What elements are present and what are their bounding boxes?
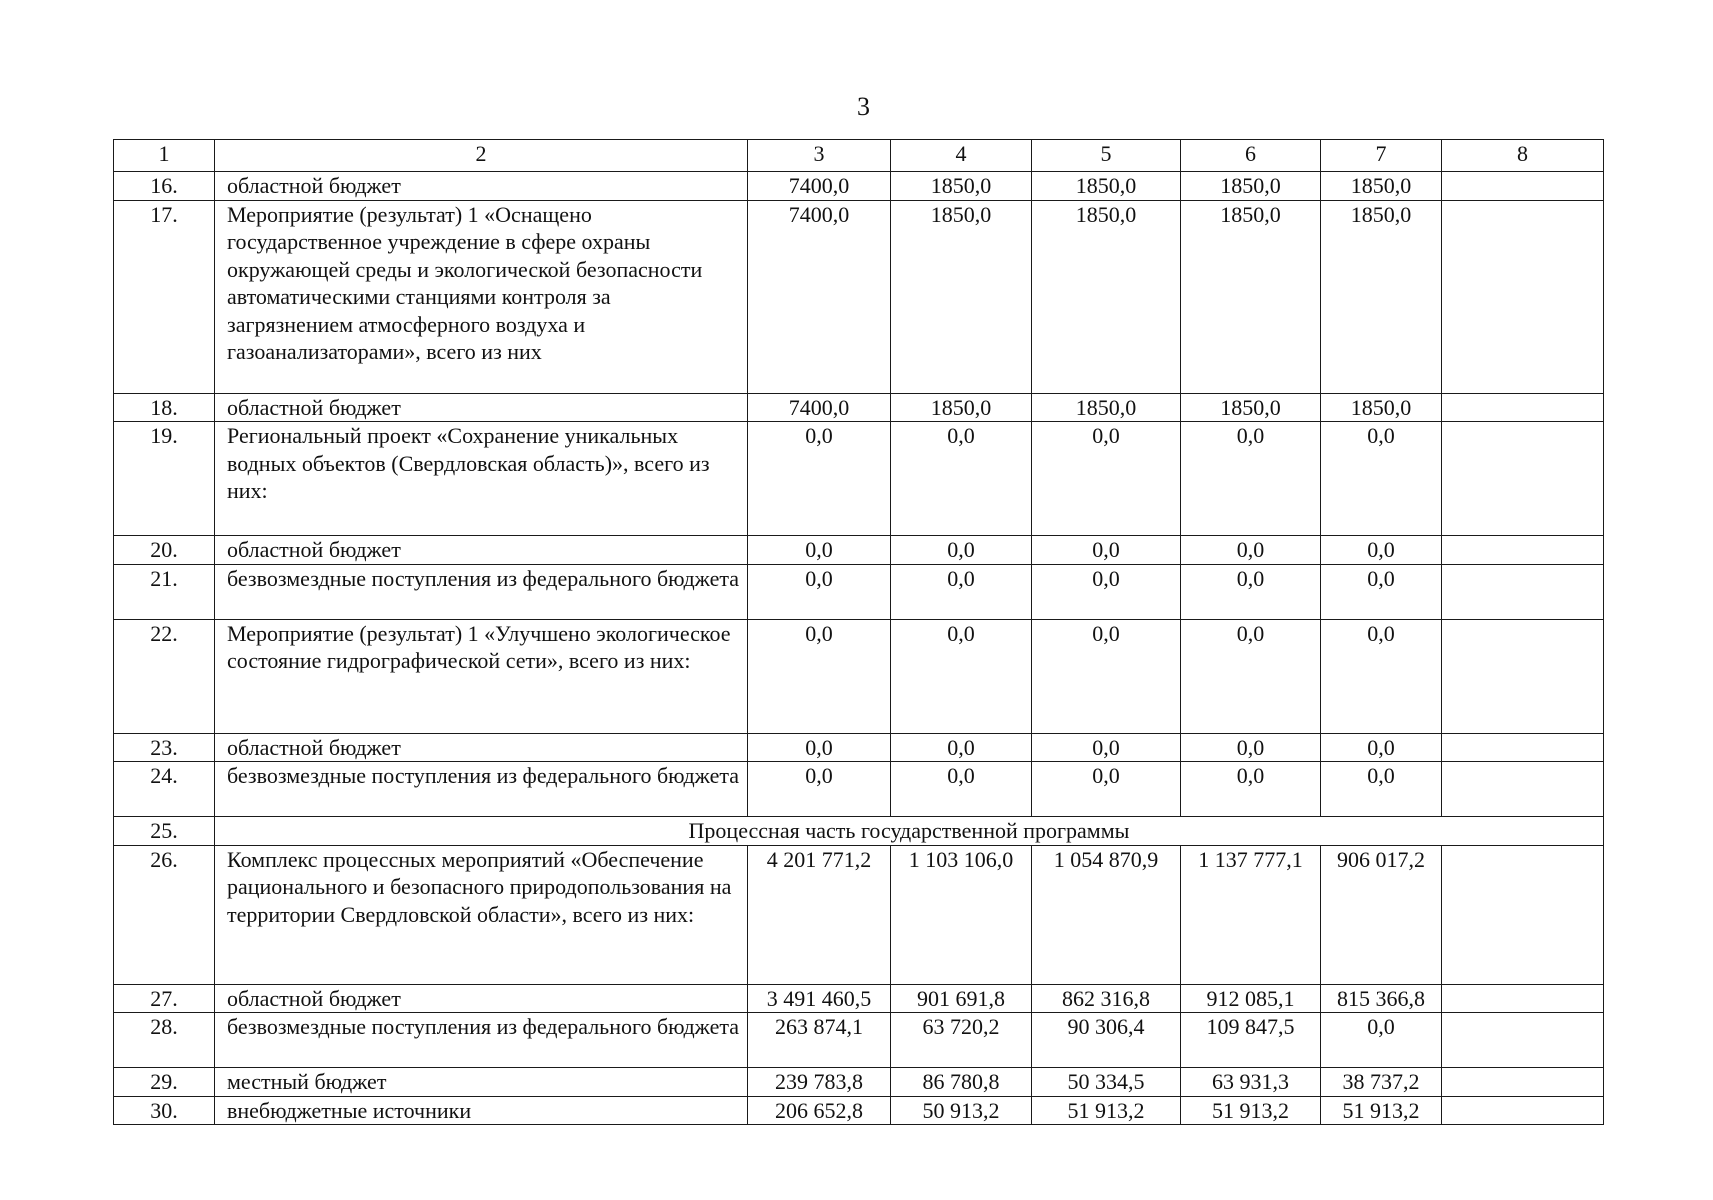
value-cell: 906 017,2 (1321, 845, 1442, 984)
value-cell: 0,0 (1032, 536, 1181, 565)
value-cell: 7400,0 (748, 393, 891, 422)
value-cell: 63 931,3 (1181, 1068, 1321, 1097)
table-row (114, 1013, 1604, 1068)
row-number: 26. (114, 845, 215, 984)
value-cell: 0,0 (891, 422, 1032, 536)
value-cell: 109 847,5 (1181, 1013, 1321, 1068)
column-8-cell (1442, 984, 1604, 1013)
value-cell: 0,0 (891, 733, 1032, 762)
column-header: 3 (748, 140, 891, 172)
row-name: Мероприятие (результат) 1 «Улучшено экологическое состояние гидрографической сети», всего из них: (215, 619, 748, 733)
value-cell: 0,0 (748, 619, 891, 733)
row-name: Комплекс процессных мероприятий «Обеспечение рационального и безопасного природопользования на территории Свердловской области», всего из них: (215, 845, 748, 984)
row-name: областной бюджет (215, 172, 748, 201)
value-cell: 0,0 (1321, 1013, 1442, 1068)
row-number: 30. (114, 1096, 215, 1125)
value-cell: 7400,0 (748, 200, 891, 393)
value-cell: 1 103 106,0 (891, 845, 1032, 984)
column-header: 8 (1442, 140, 1604, 172)
value-cell: 1850,0 (891, 172, 1032, 201)
value-cell: 1850,0 (1032, 172, 1181, 201)
row-name: внебюджетные источники (215, 1096, 748, 1125)
column-8-cell (1442, 564, 1604, 619)
table-row (114, 536, 1604, 565)
row-name: Мероприятие (результат) 1 «Оснащено государственное учреждение в сфере охраны окружающей среды и экологической безопасности автоматическими станциями контроля за загрязнением атмосферного воздуха и газоанализаторами», всего из них (215, 200, 748, 393)
value-cell: 0,0 (1032, 762, 1181, 817)
value-cell: 263 874,1 (748, 1013, 891, 1068)
column-header: 5 (1032, 140, 1181, 172)
value-cell: 1850,0 (1032, 393, 1181, 422)
value-cell: 239 783,8 (748, 1068, 891, 1097)
column-8-cell (1442, 172, 1604, 201)
value-cell: 0,0 (891, 762, 1032, 817)
row-number: 28. (114, 1013, 215, 1068)
table-row (114, 619, 1604, 733)
value-cell: 0,0 (1181, 536, 1321, 565)
value-cell: 1 054 870,9 (1032, 845, 1181, 984)
value-cell: 51 913,2 (1321, 1096, 1442, 1125)
row-number: 22. (114, 619, 215, 733)
column-header: 4 (891, 140, 1032, 172)
value-cell: 0,0 (1032, 733, 1181, 762)
section-heading: Процессная часть государственной программы (215, 817, 1604, 846)
column-header: 1 (114, 140, 215, 172)
value-cell: 0,0 (748, 762, 891, 817)
column-8-cell (1442, 733, 1604, 762)
table-row (114, 422, 1604, 536)
row-name: областной бюджет (215, 984, 748, 1013)
value-cell: 1850,0 (1181, 200, 1321, 393)
column-8-cell (1442, 1068, 1604, 1097)
value-cell: 1 137 777,1 (1181, 845, 1321, 984)
row-name: областной бюджет (215, 536, 748, 565)
value-cell: 206 652,8 (748, 1096, 891, 1125)
table-row (114, 845, 1604, 984)
value-cell: 38 737,2 (1321, 1068, 1442, 1097)
value-cell: 50 913,2 (891, 1096, 1032, 1125)
value-cell: 0,0 (748, 536, 891, 565)
value-cell: 0,0 (1032, 564, 1181, 619)
value-cell: 0,0 (1321, 619, 1442, 733)
table-row (114, 984, 1604, 1013)
value-cell: 0,0 (748, 733, 891, 762)
row-name: областной бюджет (215, 733, 748, 762)
value-cell: 0,0 (748, 564, 891, 619)
row-number: 16. (114, 172, 215, 201)
value-cell: 1850,0 (891, 200, 1032, 393)
value-cell: 0,0 (1181, 762, 1321, 817)
value-cell: 0,0 (1321, 536, 1442, 565)
page-number: 3 (857, 92, 870, 121)
value-cell: 86 780,8 (891, 1068, 1032, 1097)
column-8-cell (1442, 762, 1604, 817)
value-cell: 0,0 (748, 422, 891, 536)
table-row (114, 393, 1604, 422)
row-number: 23. (114, 733, 215, 762)
value-cell: 1850,0 (1321, 393, 1442, 422)
value-cell: 912 085,1 (1181, 984, 1321, 1013)
column-8-cell (1442, 1096, 1604, 1125)
value-cell: 0,0 (1321, 564, 1442, 619)
value-cell: 0,0 (1032, 422, 1181, 536)
row-number: 18. (114, 393, 215, 422)
header-row (114, 140, 1604, 172)
value-cell: 0,0 (1321, 762, 1442, 817)
table-row (114, 172, 1604, 201)
value-cell: 1850,0 (1321, 200, 1442, 393)
column-header: 2 (215, 140, 748, 172)
row-number: 17. (114, 200, 215, 393)
column-8-cell (1442, 200, 1604, 393)
row-name: Региональный проект «Сохранение уникальных водных объектов (Свердловская область)», всего из них: (215, 422, 748, 536)
table-row (114, 1068, 1604, 1097)
row-number: 21. (114, 564, 215, 619)
value-cell: 90 306,4 (1032, 1013, 1181, 1068)
value-cell: 63 720,2 (891, 1013, 1032, 1068)
value-cell: 7400,0 (748, 172, 891, 201)
value-cell: 862 316,8 (1032, 984, 1181, 1013)
value-cell: 901 691,8 (891, 984, 1032, 1013)
value-cell: 0,0 (1181, 733, 1321, 762)
value-cell: 0,0 (1181, 422, 1321, 536)
value-cell: 0,0 (891, 536, 1032, 565)
column-8-cell (1442, 845, 1604, 984)
value-cell: 1850,0 (891, 393, 1032, 422)
table-row (114, 1096, 1604, 1125)
value-cell: 1850,0 (1032, 200, 1181, 393)
column-8-cell (1442, 393, 1604, 422)
column-header: 7 (1321, 140, 1442, 172)
table-row (114, 733, 1604, 762)
row-number: 19. (114, 422, 215, 536)
value-cell: 0,0 (1181, 564, 1321, 619)
column-8-cell (1442, 422, 1604, 536)
row-number: 25. (114, 817, 215, 846)
row-name: местный бюджет (215, 1068, 748, 1097)
row-name: безвозмездные поступления из федерального бюджета (215, 762, 748, 817)
value-cell: 0,0 (1032, 619, 1181, 733)
value-cell: 51 913,2 (1181, 1096, 1321, 1125)
column-header: 6 (1181, 140, 1321, 172)
row-name: безвозмездные поступления из федерального бюджета (215, 1013, 748, 1068)
value-cell: 1850,0 (1181, 172, 1321, 201)
column-8-cell (1442, 1013, 1604, 1068)
row-number: 20. (114, 536, 215, 565)
row-number: 24. (114, 762, 215, 817)
value-cell: 50 334,5 (1032, 1068, 1181, 1097)
value-cell: 4 201 771,2 (748, 845, 891, 984)
table-row (114, 817, 1604, 846)
value-cell: 815 366,8 (1321, 984, 1442, 1013)
row-name: областной бюджет (215, 393, 748, 422)
table-row (114, 564, 1604, 619)
value-cell: 0,0 (1321, 733, 1442, 762)
value-cell: 0,0 (891, 564, 1032, 619)
value-cell: 0,0 (891, 619, 1032, 733)
table-row (114, 762, 1604, 817)
value-cell: 51 913,2 (1032, 1096, 1181, 1125)
value-cell: 1850,0 (1321, 172, 1442, 201)
column-8-cell (1442, 536, 1604, 565)
row-name: безвозмездные поступления из федерального бюджета (215, 564, 748, 619)
value-cell: 3 491 460,5 (748, 984, 891, 1013)
row-number: 29. (114, 1068, 215, 1097)
row-number: 27. (114, 984, 215, 1013)
value-cell: 1850,0 (1181, 393, 1321, 422)
value-cell: 0,0 (1321, 422, 1442, 536)
budget-table (113, 139, 1604, 1125)
column-8-cell (1442, 619, 1604, 733)
value-cell: 0,0 (1181, 619, 1321, 733)
table-row (114, 200, 1604, 393)
